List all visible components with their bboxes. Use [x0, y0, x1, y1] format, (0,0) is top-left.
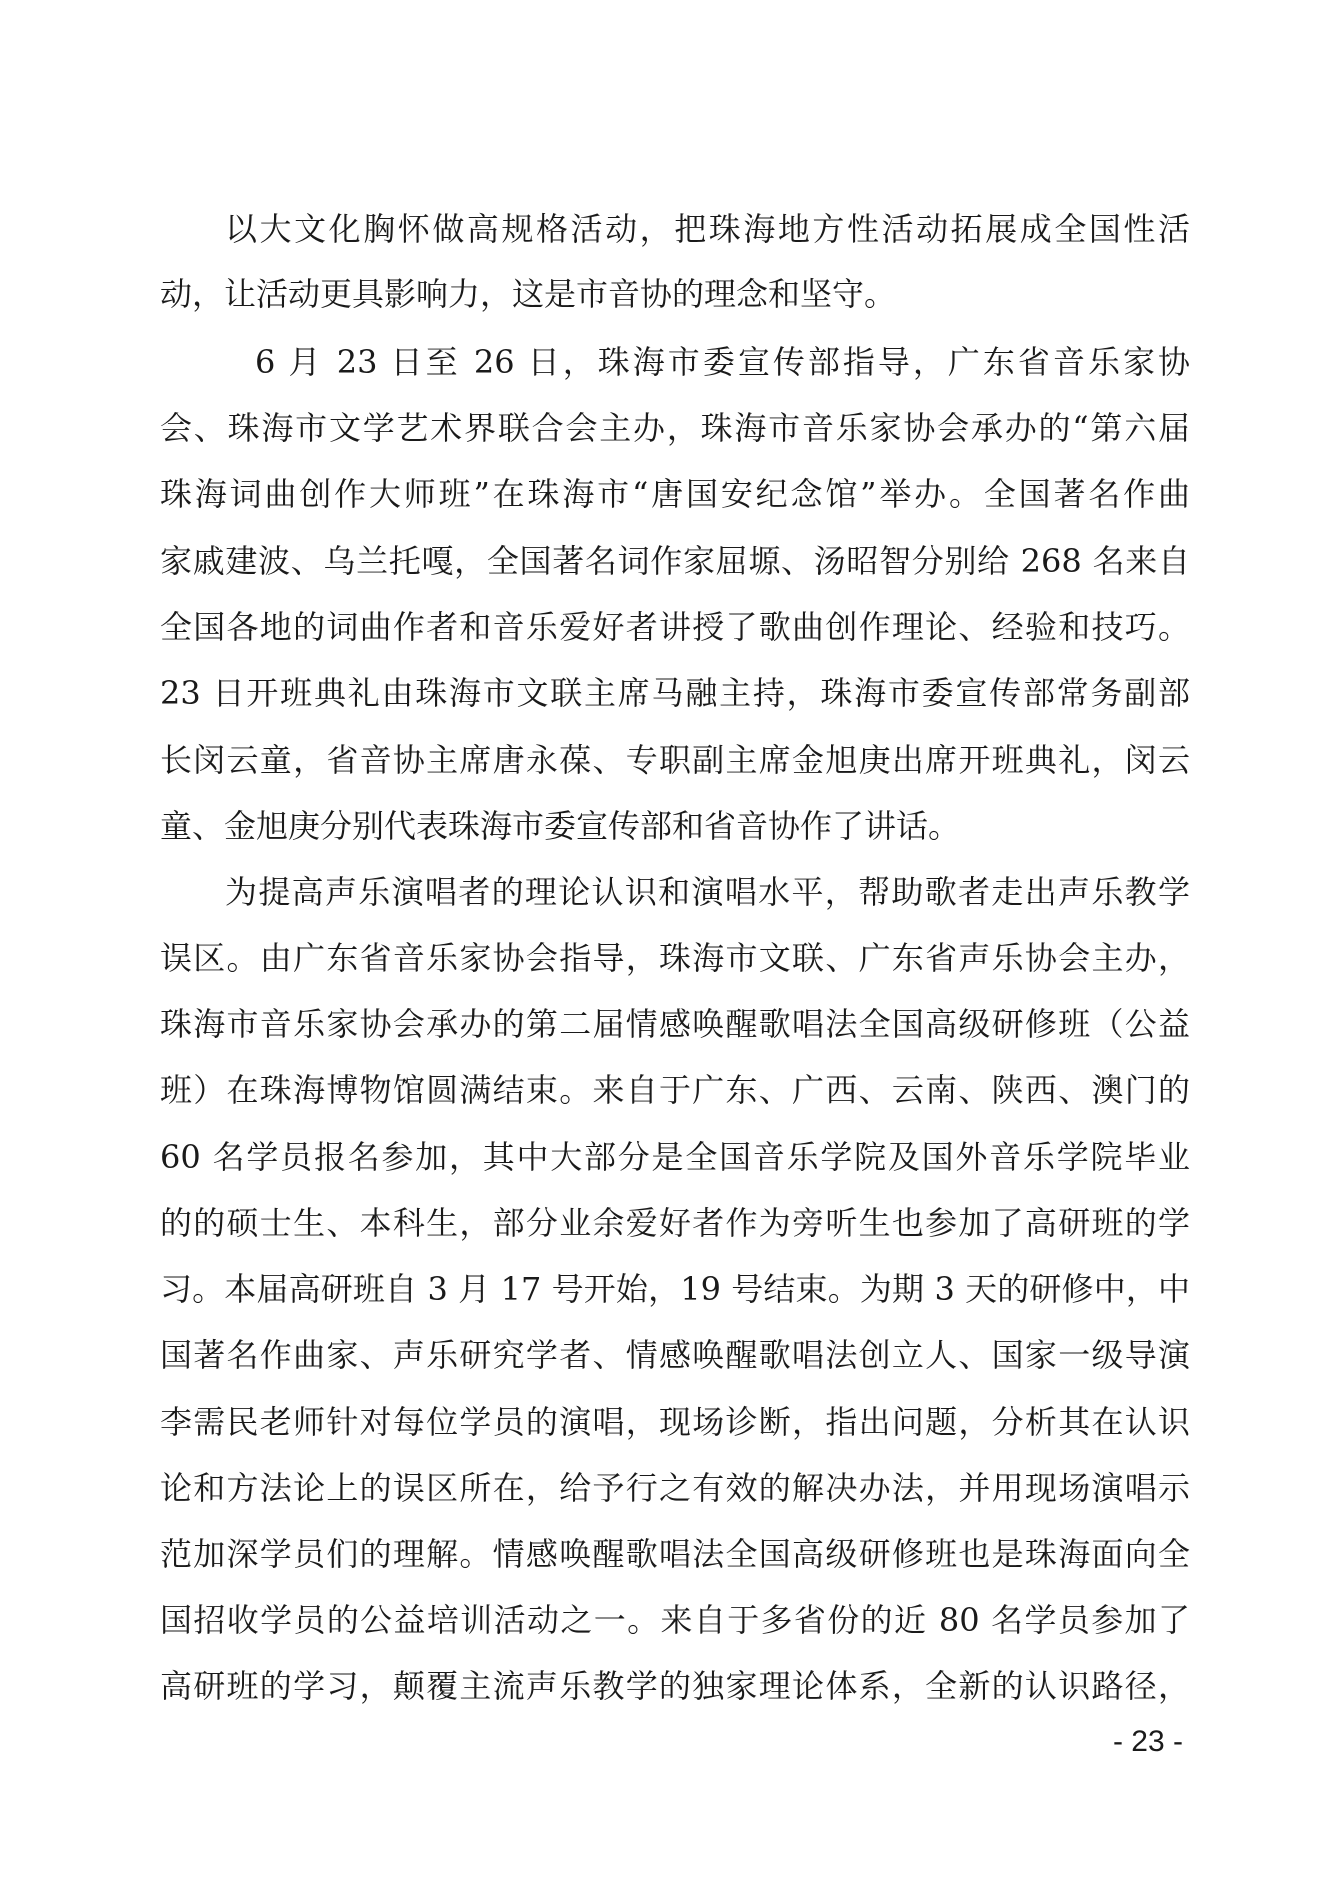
paragraph-2-line-1: 6 月 23 日至 26 日，珠海市委宣传部指导，广东省音乐家协: [255, 343, 1190, 381]
paragraph-2-line-6: 23 日开班典礼由珠海市文联主席马融主持，珠海市委宣传部常务副部: [160, 674, 1190, 712]
paragraph-2-line-8: 童、金旭庚分别代表珠海市委宣传部和省音协作了讲话。: [160, 807, 961, 845]
paragraph-3-line-2: 误区。由广东省音乐家协会指导，珠海市文联、广东省声乐协会主办，: [160, 939, 1190, 977]
page-number: - 23 -: [1112, 1725, 1183, 1758]
paragraph-2-line-2: 会、珠海市文学艺术界联合会主办，珠海市音乐家协会承办的“第六届: [160, 409, 1190, 447]
paragraph-3-line-9: 李需民老师针对每位学员的演唱，现场诊断，指出问题，分析其在认识: [160, 1403, 1190, 1441]
paragraph-3-line-11: 范加深学员们的理解。情感唤醒歌唱法全国高级研修班也是珠海面向全: [160, 1535, 1190, 1573]
paragraph-3-line-7: 习。本届高研班自 3 月 17 号开始，19 号结束。为期 3 天的研修中，中: [160, 1270, 1190, 1308]
paragraph-3-line-3: 珠海市音乐家协会承办的第二届情感唤醒歌唱法全国高级研修班（公益: [160, 1005, 1190, 1043]
paragraph-3-line-10: 论和方法论上的误区所在，给予行之有效的解决办法，并用现场演唱示: [160, 1469, 1190, 1507]
paragraph-3-line-1: 为提高声乐演唱者的理论认识和演唱水平，帮助歌者走出声乐教学: [225, 873, 1190, 911]
paragraph-3-line-13: 高研班的学习，颠覆主流声乐教学的独家理论体系，全新的认识路径，: [160, 1667, 1190, 1705]
paragraph-2-line-4: 家戚建波、乌兰托嘎，全国著名词作家屈塬、汤昭智分别给 268 名来自: [160, 542, 1190, 580]
paragraph-1-line-1: 以大文化胸怀做高规格活动，把珠海地方性活动拓展成全国性活: [225, 210, 1190, 248]
paragraph-1-line-2: 动，让活动更具影响力，这是市音协的理念和坚守。: [160, 275, 897, 313]
paragraph-2-line-7: 长闵云童，省音协主席唐永葆、专职副主席金旭庚出席开班典礼，闵云: [160, 741, 1190, 779]
paragraph-3-line-5: 60 名学员报名参加，其中大部分是全国音乐学院及国外音乐学院毕业: [160, 1138, 1190, 1176]
paragraph-3-line-4: 班）在珠海博物馆圆满结束。来自于广东、广西、云南、陕西、澳门的: [160, 1071, 1190, 1109]
paragraph-3-line-6: 的的硕士生、本科生，部分业余爱好者作为旁听生也参加了高研班的学: [160, 1204, 1190, 1242]
paragraph-2-line-5: 全国各地的词曲作者和音乐爱好者讲授了歌曲创作理论、经验和技巧。: [160, 608, 1190, 646]
paragraph-3-line-12: 国招收学员的公益培训活动之一。来自于多省份的近 80 名学员参加了: [160, 1601, 1190, 1639]
paragraph-2-line-3: 珠海词曲创作大师班”在珠海市“唐国安纪念馆”举办。全国著名作曲: [160, 475, 1190, 513]
paragraph-3-line-8: 国著名作曲家、声乐研究学者、情感唤醒歌唱法创立人、国家一级导演: [160, 1336, 1190, 1374]
